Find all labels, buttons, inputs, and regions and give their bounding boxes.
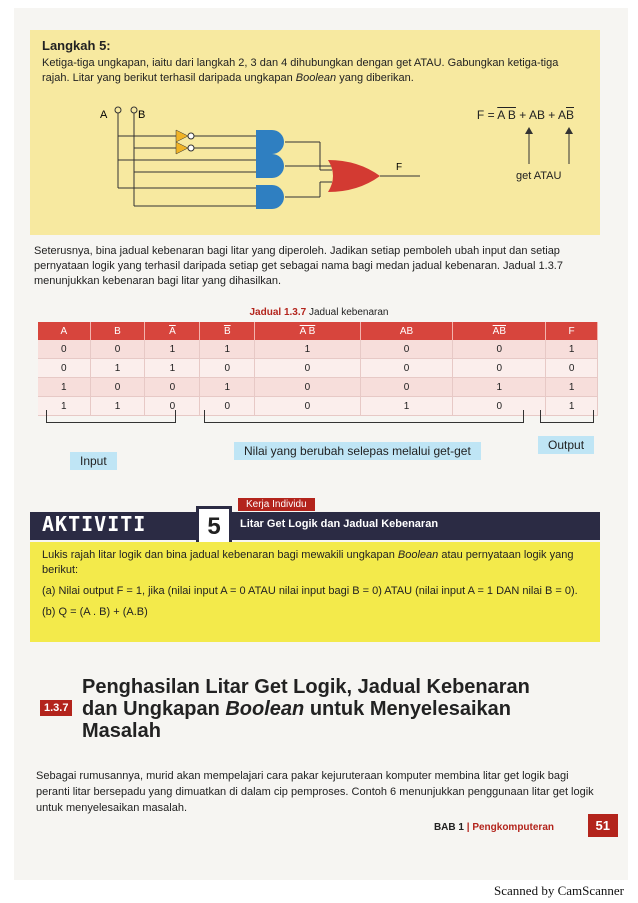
- label-output: Output: [538, 436, 594, 454]
- cell: 0: [255, 359, 360, 378]
- section-text: Sebagai rumusannya, murid akan mempelajari cara pakar kejuruteraan komputer membina litar get logik bagi peranti litar bersepadu yang dimuatkan di dalam cip pemproses. Contoh 6 menunjukkan penggunaan litar get logik untuk menyelesaikan masalah.: [36, 770, 594, 814]
- table-row: [38, 359, 598, 378]
- col-header: AB: [360, 322, 453, 340]
- label-middle: Nilai yang berubah selepas melalui get-get: [234, 442, 481, 460]
- cell: 0: [360, 340, 453, 359]
- cell: 0: [200, 359, 255, 378]
- cell: 0: [255, 378, 360, 397]
- table-number: Jadual 1.3.7: [249, 307, 307, 318]
- cell: 1: [90, 359, 145, 378]
- col-header: A: [38, 322, 90, 340]
- input-b-label: B: [138, 109, 146, 121]
- table-caption: [0, 307, 638, 318]
- output-f-label: F: [396, 162, 403, 173]
- table-row: [38, 340, 598, 359]
- cell: 0: [200, 397, 255, 416]
- body-paragraph: Seterusnya, bina jadual kebenaran bagi litar yang diperoleh. Jadikan setiap pemboleh ubah input dan setiap pernyataan logik yang terhasil daripada setiap get sebagai nama bagi medan jadual kebenaran. Jadual 1.3.7 menunjukkan kebenaran bagi litar yang dihasilkan.: [34, 245, 563, 287]
- activity-item-a: (a) Nilai output F = 1, jika (nilai input A = 0 ATAU nilai input bagi B = 0) ATAU (nilai input A = 1 DAN nilai B = 0).: [42, 585, 578, 597]
- cell: 0: [38, 340, 90, 359]
- cell: 1: [255, 340, 360, 359]
- section-number: 1.3.7: [40, 700, 72, 716]
- cell: 1: [200, 340, 255, 359]
- cell: 1: [145, 340, 200, 359]
- cell: 0: [453, 397, 546, 416]
- activity-item-b: (b) Q = (A . B) + (A.B): [42, 606, 148, 618]
- cell: 1: [546, 340, 598, 359]
- cell: 0: [453, 359, 546, 378]
- activity-number: 5: [196, 506, 232, 548]
- cell: 0: [360, 378, 453, 397]
- footer-chapter: BAB 1 | Pengkomputeran: [433, 822, 554, 833]
- cell: 1: [453, 378, 546, 397]
- arrow-icons: [510, 126, 590, 166]
- step-text: [42, 56, 588, 86]
- step-text-2: yang diberikan.: [336, 72, 414, 84]
- section-title: Penghasilan Litar Get Logik, Jadual Kebenaran dan Ungkapan Boolean untuk Menyelesaikan Masalah: [82, 676, 530, 742]
- table-row: [38, 378, 598, 397]
- table-title-text: Jadual kebenaran: [308, 307, 389, 318]
- input-a-label: A: [100, 109, 108, 121]
- cell: 0: [90, 340, 145, 359]
- cell: 0: [145, 397, 200, 416]
- activity-subtitle: Litar Get Logik dan Jadual Kebenaran: [240, 518, 439, 530]
- not-gate-a: [176, 130, 188, 142]
- col-header: $\overline{A}$: [145, 322, 200, 340]
- and-gate-3: [256, 185, 284, 209]
- not-gate-b: [176, 142, 188, 154]
- or-gate: [328, 160, 380, 192]
- cell: 0: [255, 397, 360, 416]
- eq-term-1: A B: [497, 108, 516, 122]
- cell: 1: [360, 397, 453, 416]
- cell: 0: [546, 359, 598, 378]
- cell: 1: [546, 378, 598, 397]
- col-header: B: [90, 322, 145, 340]
- step-title: Langkah 5:: [42, 38, 111, 53]
- bracket-output: [540, 410, 594, 423]
- and-gate-1: [256, 130, 284, 154]
- boolean-equation: [477, 108, 574, 122]
- bracket-middle: [204, 410, 524, 423]
- step-text-1: Ketiga-tiga ungkapan, iaitu dari langkah 2, 3 dan 4 dihubungkan dengan get ATAU. Gabungkan ketiga-tiga rajah. Litar yang berikut terhasil daripada ungkapan: [42, 57, 559, 84]
- activity-word: AKTIVITI: [42, 512, 147, 536]
- truth-table: [38, 322, 598, 416]
- label-input: Input: [70, 452, 117, 470]
- cell: 1: [38, 378, 90, 397]
- col-header: $\overline{AB}$: [453, 322, 546, 340]
- cell: 1: [90, 397, 145, 416]
- eq-lhs: F =: [476, 108, 498, 122]
- activity-tag: Kerja Individu: [238, 498, 315, 511]
- cell: 1: [145, 359, 200, 378]
- cell: 0: [453, 340, 546, 359]
- col-header: $\overline{B}$: [200, 322, 255, 340]
- table-header-row: [38, 322, 598, 340]
- cell: 0: [38, 359, 90, 378]
- step-text-italic: Boolean: [295, 72, 337, 84]
- cell: 1: [38, 397, 90, 416]
- page-number: 51: [588, 814, 618, 837]
- eq-term-3: $\overline{B}$: [565, 108, 574, 122]
- activity-banner: [30, 498, 600, 542]
- logic-circuit-diagram: [70, 96, 450, 236]
- col-header: A B: [255, 322, 360, 340]
- cell: 1: [200, 378, 255, 397]
- col-header: F: [546, 322, 598, 340]
- bracket-input: [46, 410, 176, 423]
- cell: 0: [145, 378, 200, 397]
- and-gate-2: [256, 154, 284, 178]
- footer-chapter-name: Pengkomputeran: [472, 822, 554, 833]
- activity-intro: Lukis rajah litar logik dan bina jadual kebenaran bagi mewakili ungkapan Boolean atau pernyataan logik yang berikut:: [42, 549, 574, 576]
- activity-box: [30, 542, 600, 642]
- cell: 0: [90, 378, 145, 397]
- footer-bab: BAB 1: [433, 822, 464, 833]
- scanner-watermark: Scanned by CamScanner: [494, 883, 624, 898]
- eq-middle: + AB + A: [515, 108, 566, 122]
- cell: 0: [360, 359, 453, 378]
- eq-note: get ATAU: [516, 170, 562, 182]
- cell: 1: [546, 397, 598, 416]
